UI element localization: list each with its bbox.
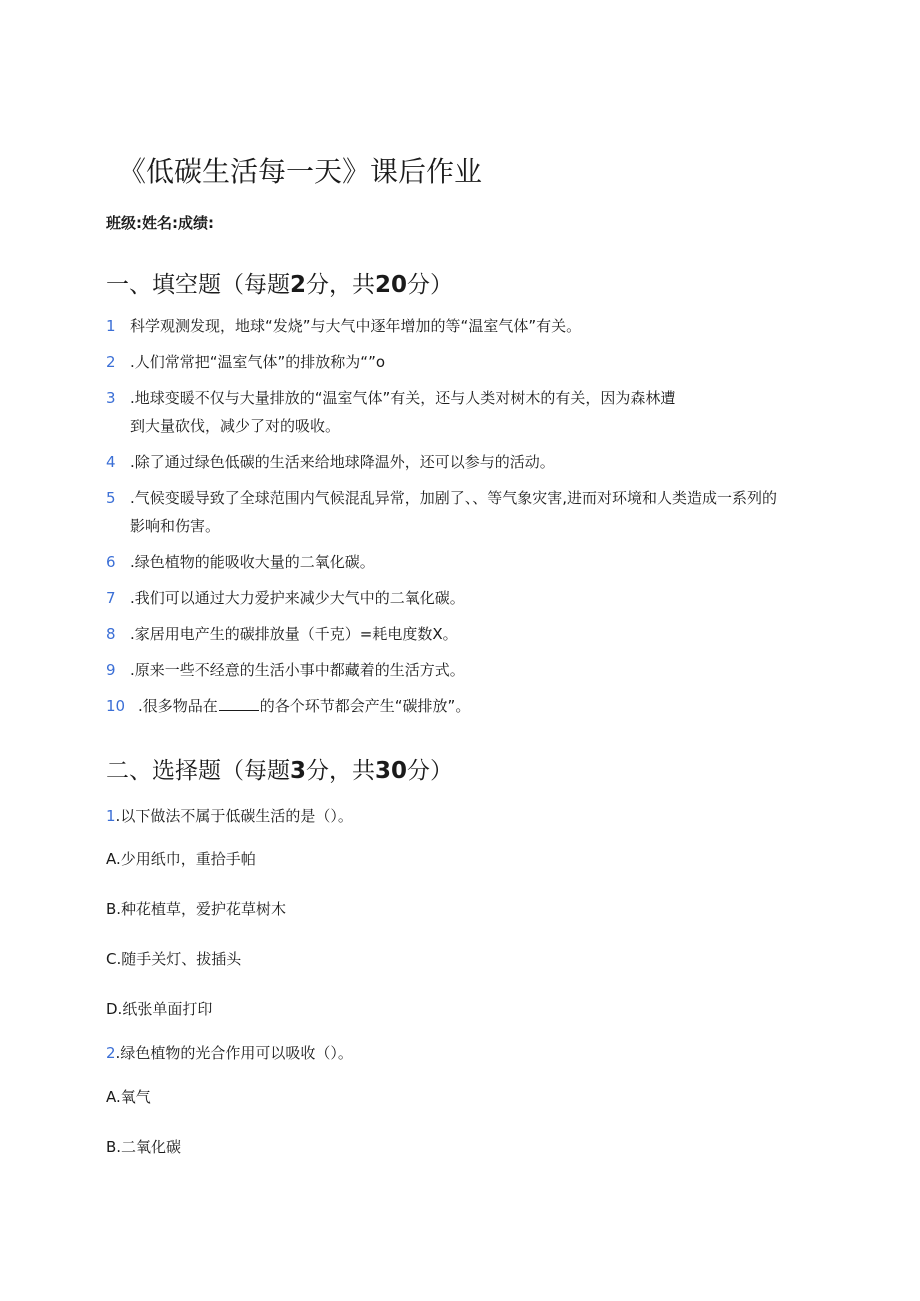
choice-option-a: A.少用纸巾，重拾手帕 (106, 850, 256, 868)
fill-question-10 (106, 692, 470, 720)
question-text: .家居用电产生的碳排放量（千克）=耗电度数X。 (130, 625, 458, 643)
question-text: .绿色植物的能吸收大量的二氧化碳。 (130, 553, 375, 571)
question-text-continuation: 影响和伤害。 (130, 517, 221, 535)
section-heading-fill-in (106, 266, 453, 299)
heading-suffix: 分） (407, 758, 454, 784)
heading-mid: 分，共 (306, 272, 376, 298)
answer-blank (219, 698, 259, 711)
question-text-before: .很多物品在 (138, 697, 218, 715)
question-number: 9 (106, 661, 116, 679)
choice-option-c: C.随手关灯、拔插头 (106, 950, 242, 968)
choice-question-2 (106, 1042, 353, 1063)
heading-prefix: 二、选择题（每题 (106, 758, 290, 784)
question-number: 2 (106, 1044, 116, 1062)
question-text: .原来一些不经意的生活小事中都藏着的生活方式。 (130, 661, 465, 679)
fill-question-4 (106, 448, 555, 476)
fill-question-7 (106, 584, 465, 612)
question-text-continuation: 到大量砍伐，减少了对的吸收。 (130, 417, 341, 435)
question-text-after: 的各个环节都会产生“碳排放”。 (259, 697, 471, 715)
question-text: .除了通过绿色低碳的生活来给地球降温外，还可以参与的活动。 (130, 453, 555, 471)
heading-prefix: 一、填空题（每题 (106, 272, 290, 298)
question-text: .气候变暖导致了全球范围内气候混乱异常，加剧了、、等气象灾害,进而对环境和人类造成一系列的 (130, 489, 778, 507)
choice-question-1 (106, 805, 353, 826)
heading-suffix: 分） (407, 272, 454, 298)
question-text: .人们常常把“温室气体”的排放称为“”o (130, 353, 386, 371)
question-number: 5 (106, 489, 116, 507)
choice-option-d: D.纸张单面打印 (106, 1000, 213, 1018)
question-number: 10 (106, 697, 126, 715)
heading-total: 20 (375, 272, 408, 298)
fill-question-5 (106, 484, 777, 540)
question-number: 3 (106, 389, 116, 407)
question-text: 科学观测发现，地球“发烧”与大气中逐年增加的等“温室气体”有关。 (130, 317, 582, 335)
question-number: 1 (106, 807, 116, 825)
question-text: .地球变暖不仅与大量排放的“温室气体”有关，还与人类对树木的有关，因为森林遭 (130, 389, 676, 407)
fill-question-9 (106, 656, 465, 684)
question-text: .绿色植物的光合作用可以吸收（）。 (115, 1044, 353, 1062)
question-number: 8 (106, 625, 116, 643)
fill-question-8 (106, 620, 458, 648)
question-number: 7 (106, 589, 116, 607)
student-info-line: 班级:姓名:成绩: (106, 214, 214, 232)
choice-option-b: B.二氧化碳 (106, 1138, 182, 1156)
question-number: 6 (106, 553, 116, 571)
choice-option-b: B.种花植草，爱护花草树木 (106, 900, 287, 918)
fill-question-2 (106, 348, 385, 376)
heading-points: 3 (290, 758, 307, 784)
question-text: .我们可以通过大力爱护来减少大气中的二氧化碳。 (130, 589, 465, 607)
question-number: 4 (106, 453, 116, 471)
fill-question-3 (106, 384, 675, 440)
fill-question-6 (106, 548, 375, 576)
heading-mid: 分，共 (306, 758, 376, 784)
question-text: .以下做法不属于低碳生活的是（）。 (115, 807, 353, 825)
page-title: 《低碳生活每一天》课后作业 (118, 155, 483, 188)
question-number: 2 (106, 353, 116, 371)
section-heading-multiple-choice (106, 752, 453, 785)
heading-points: 2 (290, 272, 307, 298)
fill-question-1 (106, 312, 581, 340)
choice-option-a: A.氧气 (106, 1088, 151, 1106)
question-number: 1 (106, 317, 116, 335)
heading-total: 30 (375, 758, 408, 784)
